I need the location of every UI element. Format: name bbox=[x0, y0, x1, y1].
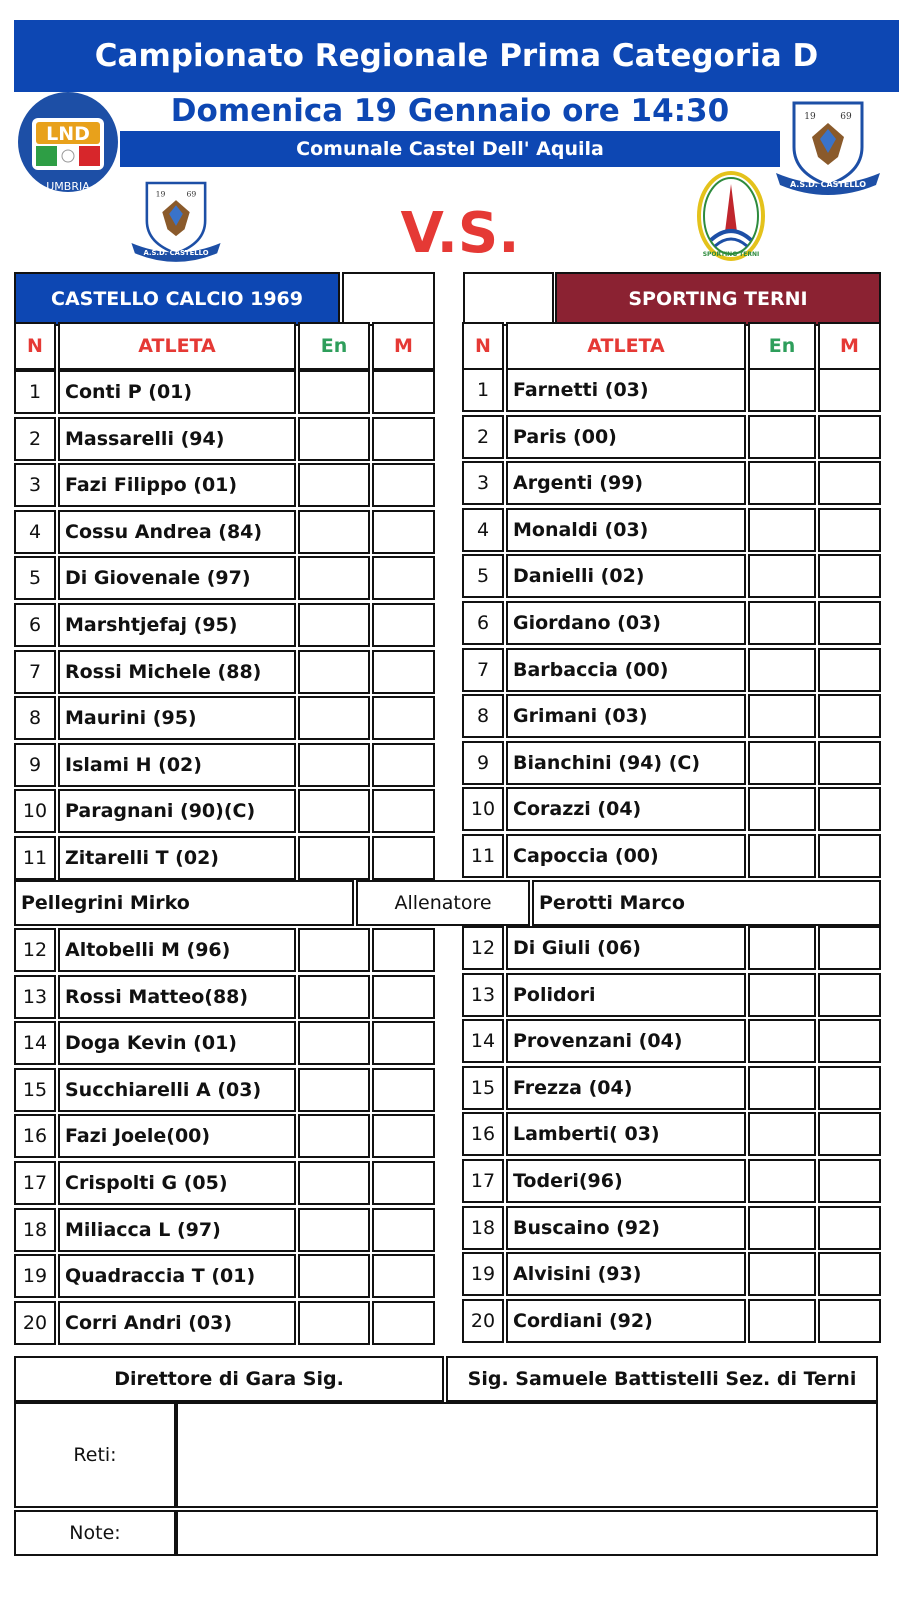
minute-box bbox=[818, 368, 881, 412]
player-number: 10 bbox=[14, 789, 56, 833]
entry-box bbox=[298, 1021, 370, 1065]
referee-name: Sig. Samuele Battistelli Sez. di Terni bbox=[446, 1356, 878, 1402]
lnd-logo-text: LND bbox=[46, 123, 90, 145]
player-name: Conti P (01) bbox=[58, 370, 296, 414]
away-col-m: M bbox=[818, 322, 881, 370]
entry-box bbox=[298, 1161, 370, 1205]
player-name: Toderi(96) bbox=[506, 1159, 746, 1203]
player-name: Succhiarelli A (03) bbox=[58, 1068, 296, 1112]
entry-box bbox=[298, 743, 370, 787]
home-score-box bbox=[342, 272, 435, 326]
player-number: 17 bbox=[14, 1161, 56, 1205]
player-number: 5 bbox=[14, 556, 56, 600]
player-name: Provenzani (04) bbox=[506, 1019, 746, 1063]
minute-box bbox=[818, 1112, 881, 1156]
entry-box bbox=[748, 1299, 816, 1343]
player-number: 2 bbox=[14, 417, 56, 461]
player-number: 18 bbox=[14, 1208, 56, 1252]
minute-box bbox=[372, 463, 435, 507]
entry-box bbox=[748, 648, 816, 692]
player-number: 16 bbox=[14, 1114, 56, 1158]
player-name: Miliacca L (97) bbox=[58, 1208, 296, 1252]
entry-box bbox=[298, 1301, 370, 1345]
player-number: 1 bbox=[14, 370, 56, 414]
minute-box bbox=[372, 417, 435, 461]
home-team-name: CASTELLO CALCIO 1969 bbox=[14, 272, 340, 326]
castello-crest-logo-small bbox=[128, 176, 224, 262]
player-name: Paragnani (90)(C) bbox=[58, 789, 296, 833]
minute-box bbox=[818, 1066, 881, 1110]
entry-box bbox=[748, 1159, 816, 1203]
player-name: Buscaino (92) bbox=[506, 1206, 746, 1250]
entry-box bbox=[748, 1112, 816, 1156]
player-name: Paris (00) bbox=[506, 415, 746, 459]
minute-box bbox=[818, 461, 881, 505]
minute-box bbox=[372, 975, 435, 1019]
player-number: 1 bbox=[462, 368, 504, 412]
entry-box bbox=[298, 928, 370, 972]
minute-box bbox=[372, 743, 435, 787]
player-name: Bianchini (94) (C) bbox=[506, 741, 746, 785]
referee-label: Direttore di Gara Sig. bbox=[14, 1356, 444, 1402]
entry-box bbox=[748, 415, 816, 459]
entry-box bbox=[748, 1252, 816, 1296]
player-number: 4 bbox=[14, 510, 56, 554]
player-number: 9 bbox=[14, 743, 56, 787]
minute-box bbox=[372, 603, 435, 647]
entry-box bbox=[748, 1206, 816, 1250]
minute-box bbox=[818, 926, 881, 970]
minute-box bbox=[818, 648, 881, 692]
home-col-m: M bbox=[372, 322, 435, 370]
minute-box bbox=[818, 1019, 881, 1063]
castello-banner-small: A.S.D. CASTELLO bbox=[143, 249, 209, 257]
minute-box bbox=[372, 1208, 435, 1252]
player-number: 16 bbox=[462, 1112, 504, 1156]
player-number: 7 bbox=[462, 648, 504, 692]
goals-label: Reti: bbox=[14, 1402, 176, 1508]
minute-box bbox=[372, 510, 435, 554]
player-number: 5 bbox=[462, 554, 504, 598]
entry-box bbox=[298, 463, 370, 507]
away-col-n: N bbox=[462, 322, 504, 370]
player-number: 18 bbox=[462, 1206, 504, 1250]
entry-box bbox=[748, 1019, 816, 1063]
player-number: 12 bbox=[462, 926, 504, 970]
minute-box bbox=[818, 1159, 881, 1203]
player-name: Rossi Matteo(88) bbox=[58, 975, 296, 1019]
player-number: 20 bbox=[462, 1299, 504, 1343]
player-number: 6 bbox=[462, 601, 504, 645]
player-name: Di Giuli (06) bbox=[506, 926, 746, 970]
minute-box bbox=[372, 836, 435, 880]
entry-box bbox=[748, 554, 816, 598]
entry-box bbox=[748, 741, 816, 785]
away-col-en: En bbox=[748, 322, 816, 370]
player-number: 4 bbox=[462, 508, 504, 552]
minute-box bbox=[372, 650, 435, 694]
entry-box bbox=[748, 694, 816, 738]
player-name: Danielli (02) bbox=[506, 554, 746, 598]
minute-box bbox=[818, 973, 881, 1017]
away-col-athlete: ATLETA bbox=[506, 322, 746, 370]
notes-label: Note: bbox=[14, 1510, 176, 1556]
away-coach: Perotti Marco bbox=[532, 880, 881, 926]
minute-box bbox=[818, 741, 881, 785]
entry-box bbox=[298, 789, 370, 833]
player-number: 9 bbox=[462, 741, 504, 785]
player-name: Islami H (02) bbox=[58, 743, 296, 787]
player-number: 17 bbox=[462, 1159, 504, 1203]
player-number: 7 bbox=[14, 650, 56, 694]
player-number: 20 bbox=[14, 1301, 56, 1345]
versus-label: V.S. bbox=[400, 200, 520, 266]
minute-box bbox=[818, 1252, 881, 1296]
lnd-logo-region: UMBRIA bbox=[46, 180, 90, 193]
home-col-en: En bbox=[298, 322, 370, 370]
entry-box bbox=[748, 834, 816, 878]
castello-crest-logo bbox=[772, 95, 884, 195]
minute-box bbox=[818, 508, 881, 552]
player-number: 8 bbox=[462, 694, 504, 738]
entry-box bbox=[748, 926, 816, 970]
minute-box bbox=[372, 1254, 435, 1298]
player-number: 8 bbox=[14, 696, 56, 740]
player-number: 2 bbox=[462, 415, 504, 459]
player-number: 11 bbox=[14, 836, 56, 880]
entry-box bbox=[748, 601, 816, 645]
player-number: 3 bbox=[462, 461, 504, 505]
minute-box bbox=[372, 1068, 435, 1112]
player-number: 12 bbox=[14, 928, 56, 972]
player-number: 19 bbox=[14, 1254, 56, 1298]
minute-box bbox=[372, 1301, 435, 1345]
player-name: Quadraccia T (01) bbox=[58, 1254, 296, 1298]
goals-field bbox=[176, 1402, 878, 1508]
entry-box bbox=[748, 461, 816, 505]
player-number: 14 bbox=[14, 1021, 56, 1065]
player-name: Cossu Andrea (84) bbox=[58, 510, 296, 554]
home-col-n: N bbox=[14, 322, 56, 370]
minute-box bbox=[818, 554, 881, 598]
minute-box bbox=[372, 1114, 435, 1158]
entry-box bbox=[298, 836, 370, 880]
entry-box bbox=[298, 510, 370, 554]
minute-box bbox=[818, 1299, 881, 1343]
minute-box bbox=[372, 696, 435, 740]
player-name: Corri Andri (03) bbox=[58, 1301, 296, 1345]
player-number: 11 bbox=[462, 834, 504, 878]
entry-box bbox=[298, 417, 370, 461]
player-number: 14 bbox=[462, 1019, 504, 1063]
minute-box bbox=[372, 1021, 435, 1065]
player-name: Frezza (04) bbox=[506, 1066, 746, 1110]
player-name: Lamberti( 03) bbox=[506, 1112, 746, 1156]
entry-box bbox=[298, 370, 370, 414]
match-venue: Comunale Castel Dell' Aquila bbox=[120, 131, 780, 167]
castello-banner: A.S.D. CASTELLO bbox=[789, 180, 867, 189]
player-name: Rossi Michele (88) bbox=[58, 650, 296, 694]
entry-box bbox=[748, 973, 816, 1017]
entry-box bbox=[748, 1066, 816, 1110]
player-number: 3 bbox=[14, 463, 56, 507]
player-name: Grimani (03) bbox=[506, 694, 746, 738]
home-col-athlete: ATLETA bbox=[58, 322, 296, 370]
castello-year-left-small: 19 bbox=[155, 189, 166, 199]
player-number: 13 bbox=[462, 973, 504, 1017]
player-number: 13 bbox=[14, 975, 56, 1019]
player-name: Di Giovenale (97) bbox=[58, 556, 296, 600]
page-title: Campionato Regionale Prima Categoria D bbox=[14, 20, 899, 92]
castello-year-right-small: 69 bbox=[186, 189, 197, 199]
entry-box bbox=[298, 975, 370, 1019]
player-name: Giordano (03) bbox=[506, 601, 746, 645]
player-name: Fazi Filippo (01) bbox=[58, 463, 296, 507]
player-name: Monaldi (03) bbox=[506, 508, 746, 552]
entry-box bbox=[298, 1254, 370, 1298]
notes-field bbox=[176, 1510, 878, 1556]
minute-box bbox=[372, 789, 435, 833]
entry-box bbox=[298, 650, 370, 694]
player-name: Farnetti (03) bbox=[506, 368, 746, 412]
minute-box bbox=[818, 787, 881, 831]
minute-box bbox=[818, 1206, 881, 1250]
minute-box bbox=[818, 694, 881, 738]
entry-box bbox=[748, 368, 816, 412]
entry-box bbox=[748, 508, 816, 552]
player-name: Zitarelli T (02) bbox=[58, 836, 296, 880]
entry-box bbox=[298, 556, 370, 600]
player-name: Argenti (99) bbox=[506, 461, 746, 505]
player-number: 6 bbox=[14, 603, 56, 647]
coach-label: Allenatore bbox=[356, 880, 530, 926]
sporting-terni-logo bbox=[695, 170, 767, 262]
entry-box bbox=[298, 603, 370, 647]
lnd-umbria-logo bbox=[12, 90, 124, 202]
match-date: Domenica 19 Gennaio ore 14:30 bbox=[170, 93, 730, 129]
minute-box bbox=[818, 834, 881, 878]
entry-box bbox=[748, 787, 816, 831]
away-score-box bbox=[463, 272, 554, 326]
player-name: Corazzi (04) bbox=[506, 787, 746, 831]
minute-box bbox=[372, 928, 435, 972]
player-name: Massarelli (94) bbox=[58, 417, 296, 461]
player-number: 10 bbox=[462, 787, 504, 831]
player-name: Maurini (95) bbox=[58, 696, 296, 740]
minute-box bbox=[818, 601, 881, 645]
entry-box bbox=[298, 1114, 370, 1158]
player-name: Doga Kevin (01) bbox=[58, 1021, 296, 1065]
player-name: Altobelli M (96) bbox=[58, 928, 296, 972]
minute-box bbox=[818, 415, 881, 459]
player-name: Capoccia (00) bbox=[506, 834, 746, 878]
minute-box bbox=[372, 1161, 435, 1205]
player-number: 15 bbox=[14, 1068, 56, 1112]
away-team-name: SPORTING TERNI bbox=[555, 272, 881, 326]
player-name: Crispolti G (05) bbox=[58, 1161, 296, 1205]
player-name: Cordiani (92) bbox=[506, 1299, 746, 1343]
player-name: Marshtjefaj (95) bbox=[58, 603, 296, 647]
minute-box bbox=[372, 556, 435, 600]
player-name: Barbaccia (00) bbox=[506, 648, 746, 692]
player-number: 19 bbox=[462, 1252, 504, 1296]
player-name: Alvisini (93) bbox=[506, 1252, 746, 1296]
sporting-terni-logo-text: SPORTING TERNI bbox=[702, 251, 760, 258]
entry-box bbox=[298, 696, 370, 740]
entry-box bbox=[298, 1068, 370, 1112]
player-number: 15 bbox=[462, 1066, 504, 1110]
castello-year-left: 19 bbox=[804, 112, 816, 122]
entry-box bbox=[298, 1208, 370, 1252]
home-coach: Pellegrini Mirko bbox=[14, 880, 354, 926]
minute-box bbox=[372, 370, 435, 414]
castello-year-right: 69 bbox=[840, 112, 852, 122]
player-name: Fazi Joele(00) bbox=[58, 1114, 296, 1158]
player-name: Polidori bbox=[506, 973, 746, 1017]
